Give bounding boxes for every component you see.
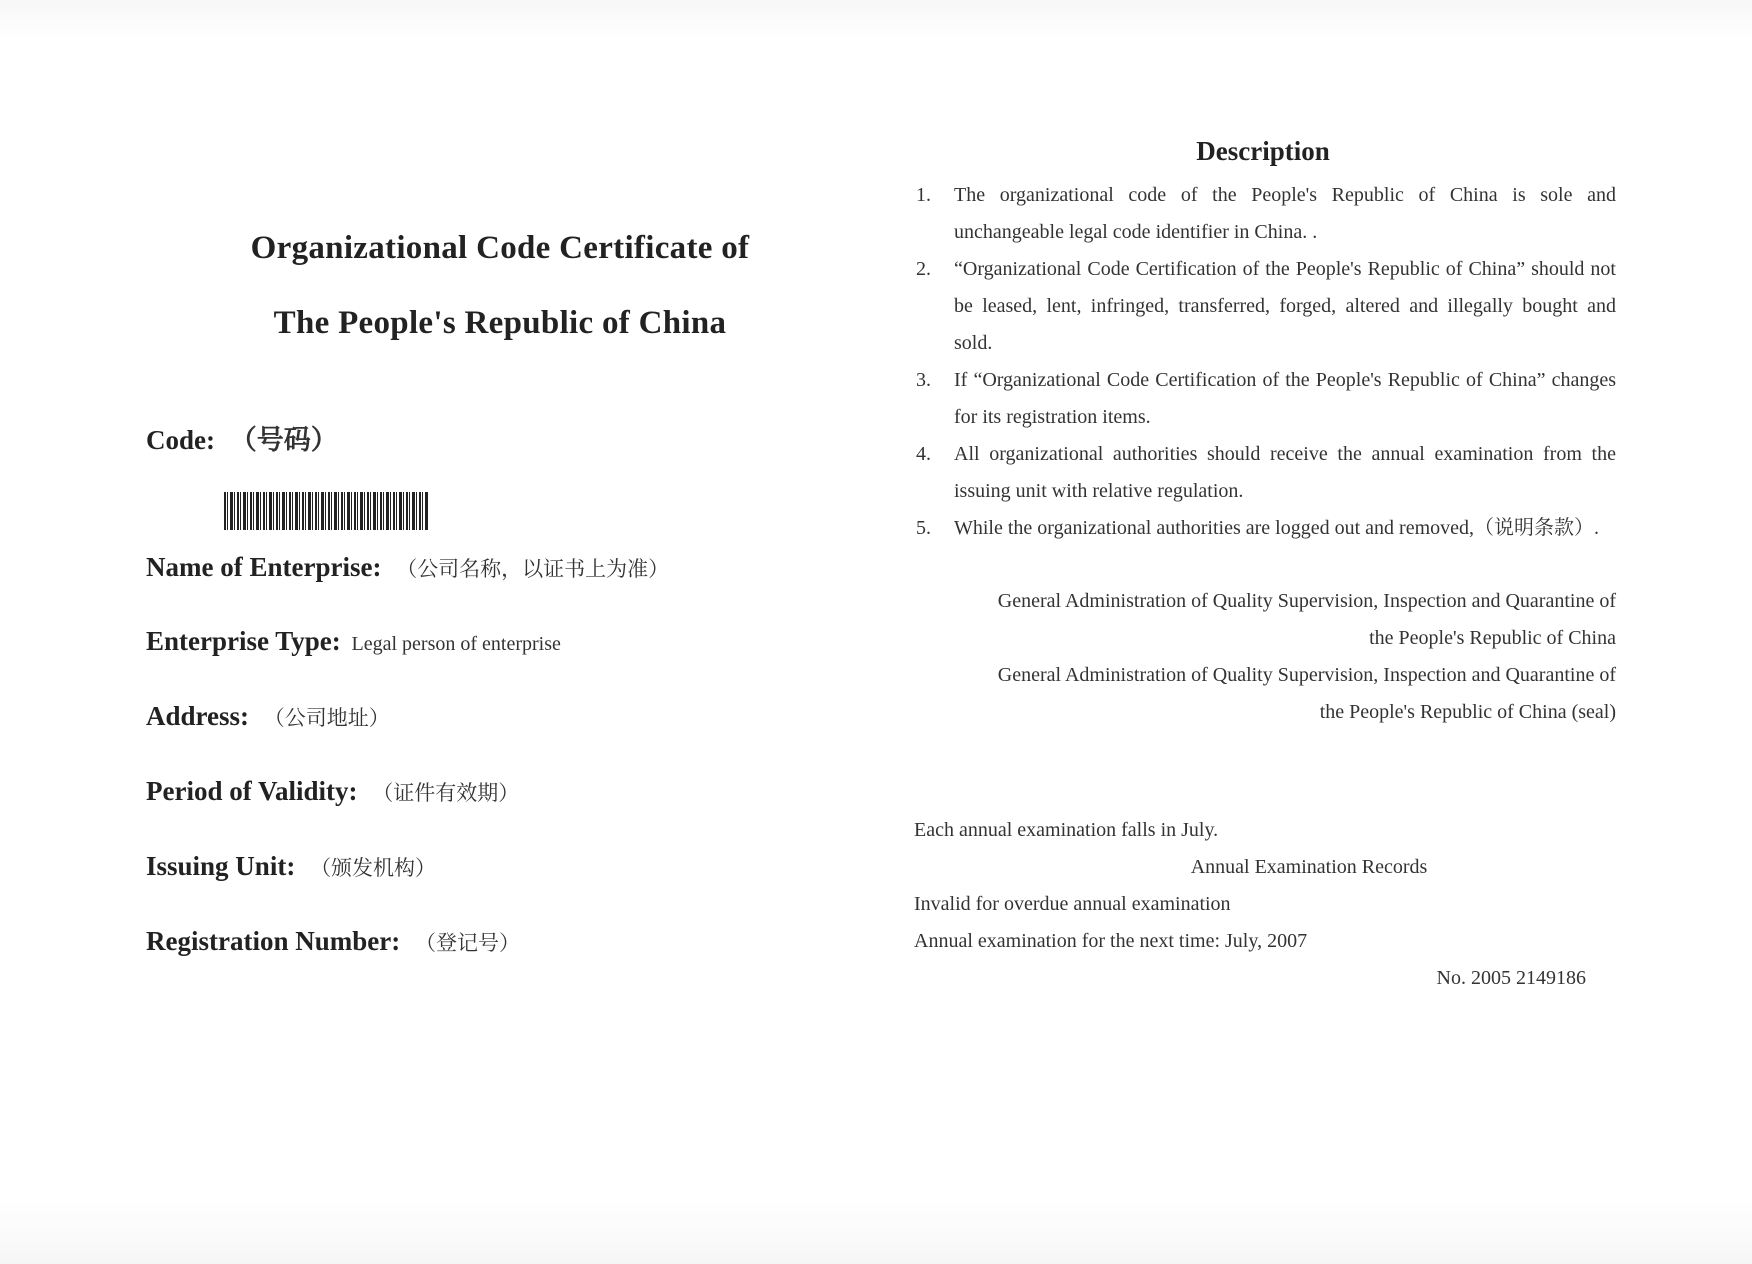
- enterprise-type-label: Enterprise Type:: [146, 626, 341, 656]
- enterprise-type-field: [146, 626, 561, 657]
- authority-seal-line: General Administration of Quality Supervision, Inspection and Quarantine of: [997, 664, 1616, 686]
- authority-seal-line: the People's Republic of China (seal): [1319, 701, 1616, 723]
- exam-invalid-note: Invalid for overdue annual examination: [914, 893, 1231, 915]
- validity-label: Period of Validity:: [146, 776, 358, 806]
- exam-next-date: Annual examination for the next time: July, 2007: [914, 930, 1308, 952]
- certificate-number: No. 2005 2149186: [1436, 967, 1586, 989]
- enterprise-name-value: （公司名称，以证书上为准）: [396, 557, 670, 581]
- barcode-icon: [224, 492, 428, 530]
- registration-value: （登记号）: [414, 931, 520, 955]
- enterprise-type-value: Legal person of enterprise: [351, 633, 561, 655]
- description-list: [910, 177, 1616, 547]
- exam-records-heading: Annual Examination Records: [1190, 856, 1428, 878]
- issuing-authority: [910, 583, 1616, 731]
- list-item: 2. “Organizational Code Certification of the People's Republic of China” should not be leased, lent, infringed, transferred, forged, altered and illegally bought and sold.: [916, 258, 1616, 354]
- list-item: 4. All organizational authorities should receive the annual examination from the issuing unit with relative regulation.: [916, 443, 1616, 502]
- list-item: 5. While the organizational authorities are logged out and removed,（说明条款）.: [916, 517, 1600, 539]
- code-label: Code:: [146, 425, 215, 455]
- list-item: 1. The organizational code of the People's Republic of China is sole and unchangeable legal code identifier in China. .: [916, 184, 1616, 243]
- address-value: （公司地址）: [263, 706, 390, 730]
- validity-value: （证件有效期）: [372, 781, 520, 805]
- enterprise-name-field: [146, 552, 669, 583]
- certificate-title-line2: The People's Republic of China: [273, 305, 727, 341]
- description-title: Description: [1196, 136, 1330, 166]
- description-panel: [910, 136, 1616, 731]
- validity-field: [146, 776, 519, 807]
- certificate-title-line1: Organizational Code Certificate of: [250, 230, 750, 266]
- exam-note: Each annual examination falls in July.: [914, 819, 1219, 841]
- authority-line: General Administration of Quality Supervision, Inspection and Quarantine of: [997, 590, 1616, 612]
- registration-field: [146, 926, 520, 957]
- address-label: Address:: [146, 701, 250, 731]
- annual-exam-section: [914, 812, 1614, 997]
- enterprise-name-label: Name of Enterprise:: [146, 552, 382, 582]
- issuing-unit-field: [146, 851, 436, 882]
- registration-label: Registration Number:: [146, 926, 401, 956]
- address-field: [146, 701, 390, 732]
- authority-line: the People's Republic of China: [1369, 627, 1616, 649]
- list-item: 3. If “Organizational Code Certification of the People's Republic of China” changes for its registration items.: [916, 369, 1616, 428]
- issuing-unit-label: Issuing Unit:: [146, 851, 296, 881]
- code-value: （号码）: [229, 425, 338, 455]
- code-field: [146, 418, 338, 457]
- issuing-unit-value: （颁发机构）: [310, 856, 437, 880]
